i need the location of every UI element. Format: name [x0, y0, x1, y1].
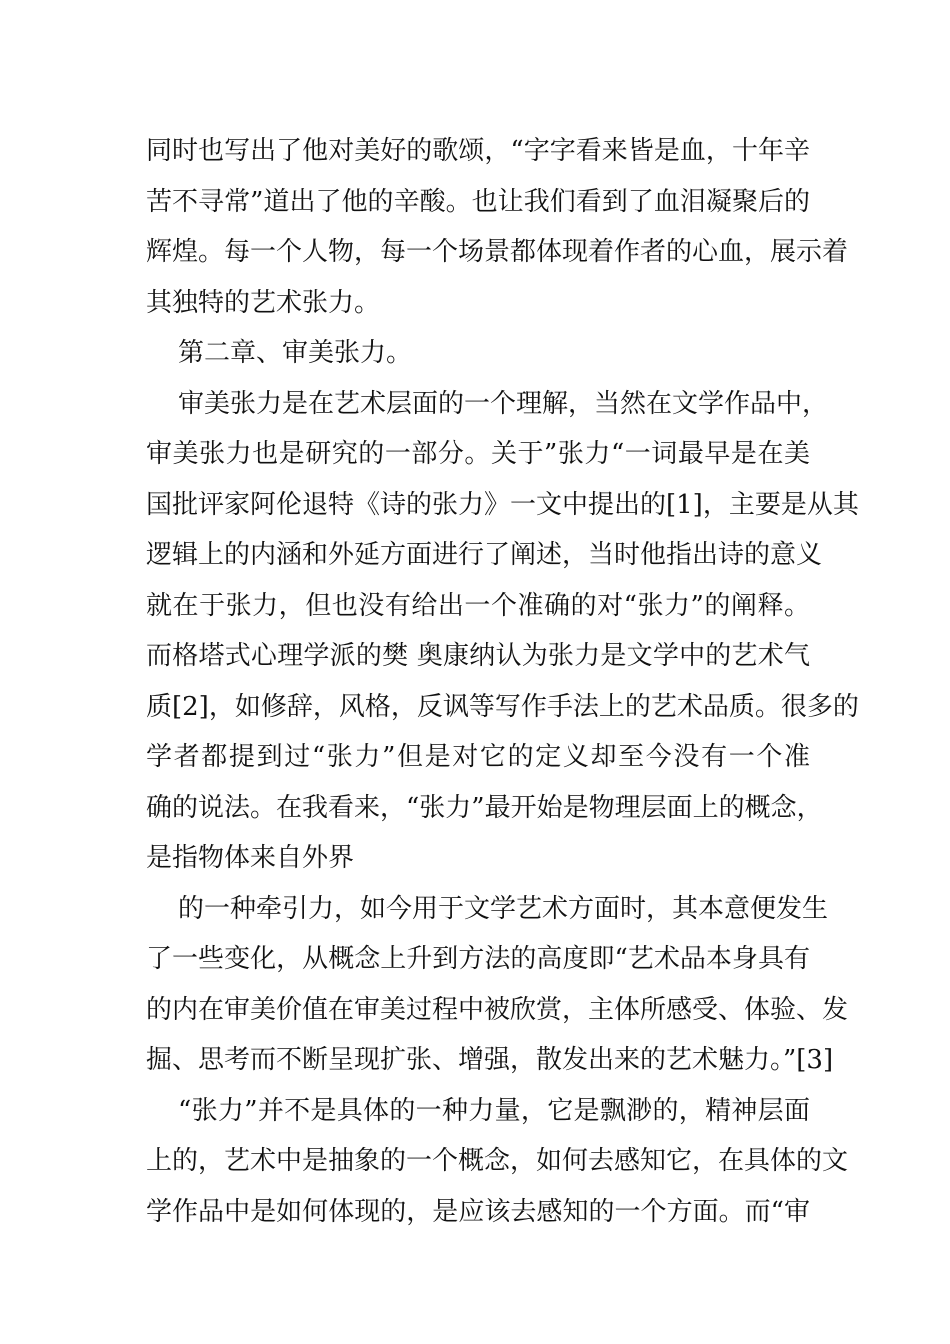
text-line: “张力”并不是具体的一种力量，它是飘渺的，精神层面	[178, 1095, 810, 1126]
body-text	[146, 126, 859, 1237]
text-line: 国批评家阿伦退特《诗的张力》一文中提出的[1]，主要是从其	[146, 489, 859, 520]
text-line: 苦不寻常”道出了他的辛酸。也让我们看到了血泪凝聚后的	[146, 186, 810, 217]
text-line: 学者都提到过“张力”但是对它的定义却至今没有一个准	[146, 742, 810, 772]
text-line: 而格塔式心理学派的樊 奥康纳认为张力是文学中的艺术气	[146, 641, 810, 671]
text-line: 的一种牵引力，如今用于文学艺术方面时，其本意便发生	[178, 893, 829, 924]
text-line: 辉煌。每一个人物，每一个场景都体现着作者的心血，展示着	[146, 237, 849, 267]
text-line: 的内在审美价值在审美过程中被欣赏，主体所感受、体验、发	[146, 994, 849, 1025]
text-line: 就在于张力，但也没有给出一个准确的对“张力”的阐释。	[146, 590, 810, 621]
text-line: 学作品中是如何体现的，是应该去感知的一个方面。而“审	[146, 1196, 810, 1227]
text-line: 其独特的艺术张力。	[146, 287, 381, 318]
chapter-heading: 第二章、审美张力。	[178, 338, 413, 368]
text-line: 审美张力也是研究的一部分。关于”张力“一词最早是在美	[146, 439, 810, 469]
text-line: 同时也写出了他对美好的歌颂，“字字看来皆是血，十年辛	[146, 136, 810, 166]
text-line: 确的说法。在我看来，“张力”最开始是物理层面上的概念，	[146, 792, 823, 823]
text-line: 逻辑上的内涵和外延方面进行了阐述，当时他指出诗的意义	[146, 540, 823, 570]
text-line: 审美张力是在艺术层面的一个理解，当然在文学作品中，	[178, 388, 829, 419]
text-line: 质[2]，如修辞，风格，反讽等写作手法上的艺术品质。很多的	[146, 691, 859, 722]
text-line: 上的，艺术中是抽象的一个概念，如何去感知它，在具体的文	[146, 1146, 849, 1176]
text-line: 掘、思考而不断呈现扩张、增强，散发出来的艺术魅力。”[3]	[146, 1045, 834, 1075]
text-line: 了一些变化，从概念上升到方法的高度即“艺术品本身具有	[146, 944, 810, 974]
text-line: 是指物体来自外界	[146, 843, 355, 873]
